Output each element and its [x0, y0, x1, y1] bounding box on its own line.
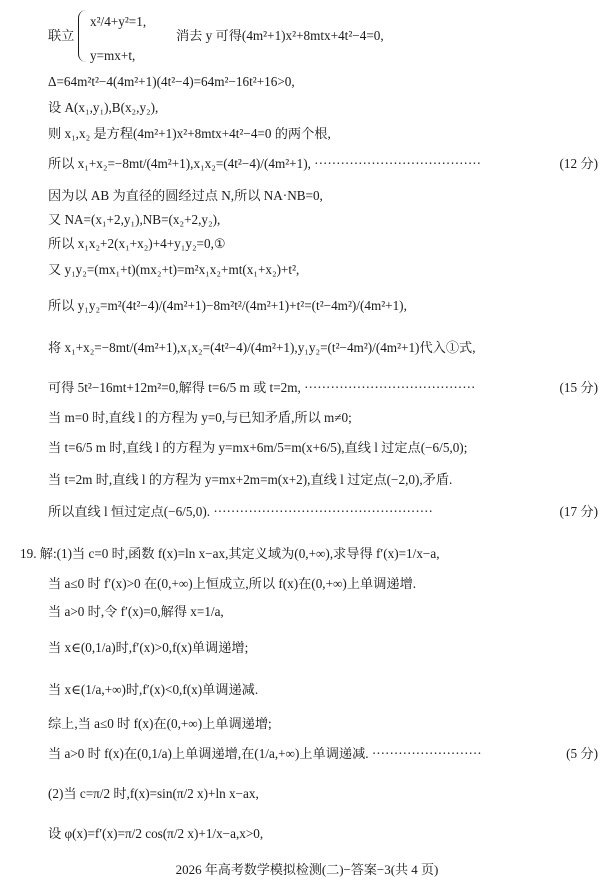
- page-footer: 2026 年高考数学模拟检测(二)−答案−3(共 4 页): [175, 862, 439, 877]
- system-lead: 联立: [48, 28, 75, 43]
- text-line: 又 y₁y₂=(mx₁+t)(mx₂+t)=m²x₁x₂+mt(x₁+x₂)+t²,: [48, 262, 300, 277]
- text-line: Δ=64m²t²−4(4m²+1)(4t²−4)=64m²−16t²+16>0,: [48, 74, 295, 89]
- text-line: 将 x₁+x₂=−8mt/(4m²+1),x₁x₂=(4t²−4)/(4m²+1),y₁y₂=(t²−4m²)/(4m²+1)代入①式,: [48, 340, 476, 355]
- text-line: 所以 x₁+x₂=−8mt/(4m²+1),x₁x₂=(4t²−4)/(4m²+1), ······································: [48, 156, 482, 171]
- system-eq-2: y=mx+t,: [90, 48, 136, 63]
- text-line: 当 x∈(0,1/a)时,f′(x)>0,f(x)单调递增;: [48, 640, 249, 655]
- text-line: 所以直线 l 恒过定点(−6/5,0). ··················································: [48, 504, 433, 519]
- text-line: 又 NA=(x₁+2,y₁),NB=(x₂+2,y₂),: [48, 212, 221, 227]
- text-line: 因为以 AB 为直径的圆经过点 N,所以 NA·NB=0,: [48, 188, 323, 203]
- score-mark: (15 分): [559, 380, 598, 395]
- text-line: 所以 y₁y₂=m²(4t²−4)/(4m²+1)−8m²t²/(4m²+1)+t²=(t²−4m²)/(4m²+1),: [48, 298, 407, 313]
- score-mark: (5 分): [566, 746, 598, 761]
- system-eq-1: x²/4+y²=1,: [90, 14, 147, 29]
- score-mark: (12 分): [559, 156, 598, 171]
- text-line: 则 x₁,x₂ 是方程(4m²+1)x²+8mtx+4t²−4=0 的两个根,: [48, 126, 331, 141]
- system-brace: [78, 10, 87, 62]
- score-mark: (17 分): [559, 504, 598, 519]
- text-line: 当 m=0 时,直线 l 的方程为 y=0,与已知矛盾,所以 m≠0;: [48, 410, 352, 425]
- question-19-heading: 19. 解:(1)当 c=0 时,函数 f(x)=ln x−ax,其定义域为(0,+∞),求导得 f′(x)=1/x−a,: [20, 546, 440, 561]
- text-line: 当 t=2m 时,直线 l 的方程为 y=mx+2m=m(x+2),直线 l 过定点(−2,0),矛盾.: [48, 472, 453, 487]
- text-line: 当 x∈(1/a,+∞)时,f′(x)<0,f(x)单调递减.: [48, 682, 259, 697]
- text-line: 所以 x₁x₂+2(x₁+x₂)+4+y₁y₂=0,①: [48, 236, 226, 251]
- text-line: 当 a>0 时,令 f′(x)=0,解得 x=1/a,: [48, 604, 224, 619]
- text-line: 当 a≤0 时 f′(x)>0 在(0,+∞)上恒成立,所以 f(x)在(0,+∞)上单调递增.: [48, 576, 417, 591]
- text-line: 当 a>0 时 f(x)在(0,1/a)上单调递增,在(1/a,+∞)上单调递减. ·························: [48, 746, 482, 761]
- system-tail: 消去 y 可得(4m²+1)x²+8mtx+4t²−4=0,: [176, 28, 384, 43]
- text-line: 当 t=6/5 m 时,直线 l 的方程为 y=mx+6m/5=m(x+6/5),直线 l 过定点(−6/5,0);: [48, 440, 468, 455]
- text-line: 设 φ(x)=f′(x)=π/2 cos(π/2 x)+1/x−a,x>0,: [48, 826, 264, 841]
- text-line: (2)当 c=π/2 时,f(x)=sin(π/2 x)+ln x−ax,: [48, 786, 259, 801]
- text-line: 设 A(x₁,y₁),B(x₂,y₂),: [48, 100, 159, 115]
- text-line: 综上,当 a≤0 时 f(x)在(0,+∞)上单调递增;: [48, 716, 272, 731]
- text-line: 可得 5t²−16mt+12m²=0,解得 t=6/5 m 或 t=2m, ·······································: [48, 380, 476, 395]
